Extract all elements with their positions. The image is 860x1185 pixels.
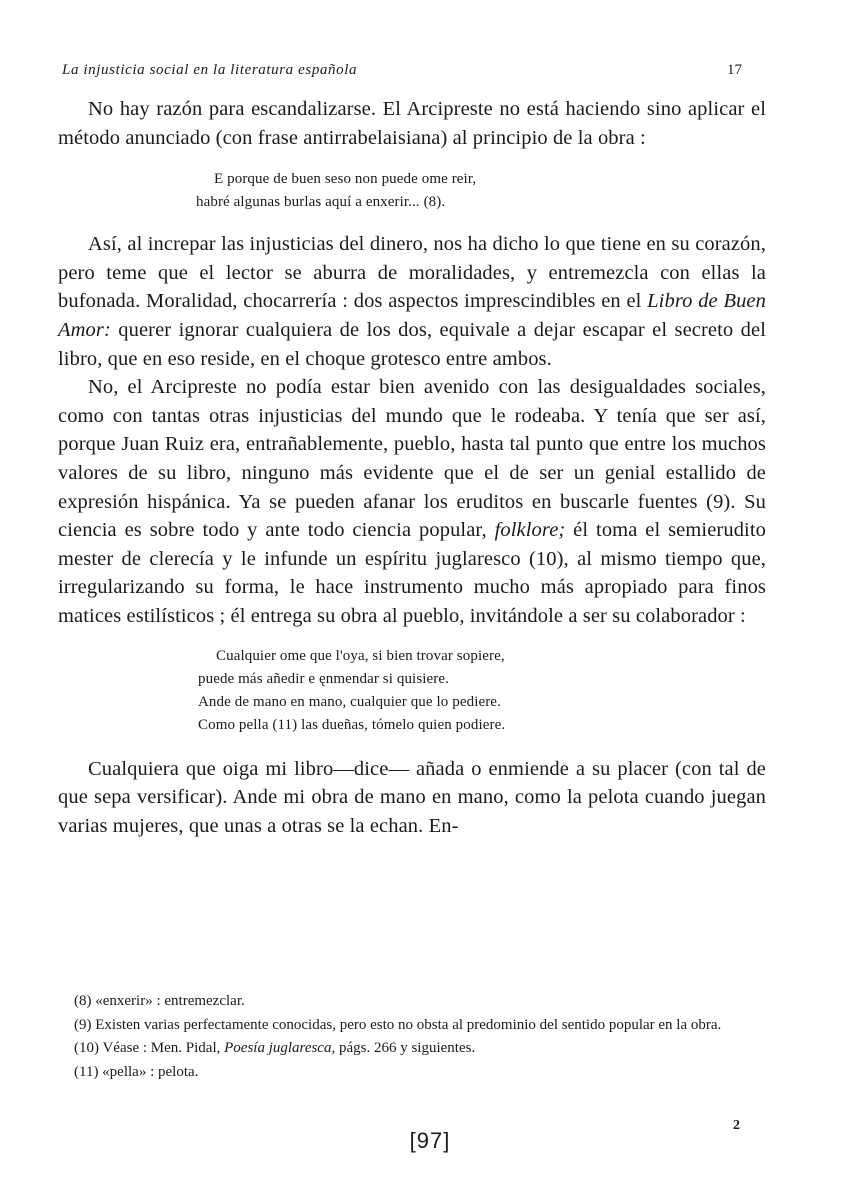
paragraph-3-text-b: él toma el semierudito mester de clerecía y le infunde un espíritu juglaresco (10), al mismo tiempo que, irregularizando su forma, le hace instrumento mucho más apropiado para finos matices estilísticos ; él entrega su obra al pueblo, invitándole a ser su colaborador : [58, 519, 766, 627]
paragraph-2-text-a: Así, al increpar las injusticias del dinero, nos ha dicho lo que tiene en su corazón, pero teme que el lector se aburra de moralidades, y entremezcla con ellas la bufonada. Moralidad, chocarrería : dos aspectos imprescindibles en el [58, 233, 766, 313]
paragraph-2 [58, 230, 766, 373]
verse-quote-2 [58, 645, 766, 737]
verse-line: Como pella (11) las dueñas, tómelo quien podiere. [198, 716, 506, 733]
folio-number: [97] [409, 1128, 451, 1153]
verse-line: E porque de buen seso non puede ome reir, [214, 171, 477, 188]
main-text [58, 95, 766, 840]
paragraph-3-text-a: No, el Arcipreste no podía estar bien avenido con las desigualdades sociales, como con tantas otras injusticias del mundo que le rodeaba. Y tenía que ser así, porque Juan Ruiz era, entrañablemente, pueblo, hasta tal punto que entre los muchos valores de su libro, ninguno más evidente que el de ser un genial estallido de expresión hispánica. Ya se pueden afanar los eruditos en buscarle fuentes (9). Su ciencia es sobre todo y ante todo ciencia popular, [58, 376, 766, 542]
paragraph-3 [58, 373, 766, 630]
footnote-9: (9) Existen varias perfectamente conocidas, pero esto no obsta al predominio del sentido popular en la obra. [74, 1016, 722, 1033]
verse-line: Ande de mano en mano, cualquier que lo pediere. [198, 693, 501, 710]
signature-mark: 2 [733, 1118, 740, 1133]
verse-line: Cualquier ome que l'oya, si bien trovar sopiere, [216, 647, 505, 664]
footnote-10-text-a: (10) Véase : Men. Pidal, [74, 1040, 225, 1056]
running-head-title: La injusticia social en la literatura española [62, 62, 358, 78]
paragraph-1: No hay razón para escandalizarse. El Arcipreste no está haciendo sino aplicar el método anunciado (con frase antirrabelaisiana) al principio de la obra : [58, 98, 766, 149]
verse-line: puede más añedir e ęnmendar si quisiere. [198, 670, 449, 687]
footnote-10 [58, 1037, 766, 1061]
verse-line: habré algunas burlas aquí a enxerir... (8). [196, 194, 446, 211]
verse-quote-1 [58, 168, 766, 214]
paragraph-4: Cualquiera que oiga mi libro—dice— añada o enmiende a su placer (con tal de que sepa versificar). Ande mi obra de mano en mano, como la pelota cuando juegan varias mujeres, que unas a otras se la echan. En- [58, 757, 766, 837]
paragraph-2-text-b: querer ignorar cualquiera de los dos, equivale a dejar escapar el secreto del libro, que en eso reside, en el choque grotesco entre ambos. [58, 318, 766, 370]
footnotes [58, 990, 766, 1084]
footnote-11: (11) «pella» : pelota. [74, 1063, 199, 1080]
book-title-italic: Libro de Buen Amor: [58, 290, 766, 341]
footnote-10-text-b: págs. 266 y siguientes. [335, 1040, 476, 1056]
footnote-10-italic: Poesía juglaresca, [224, 1040, 336, 1056]
page-number: 17 [727, 62, 742, 78]
folklore-italic: folklore; [494, 519, 566, 542]
footnote-8: (8) «enxerir» : entremezclar. [74, 993, 245, 1009]
